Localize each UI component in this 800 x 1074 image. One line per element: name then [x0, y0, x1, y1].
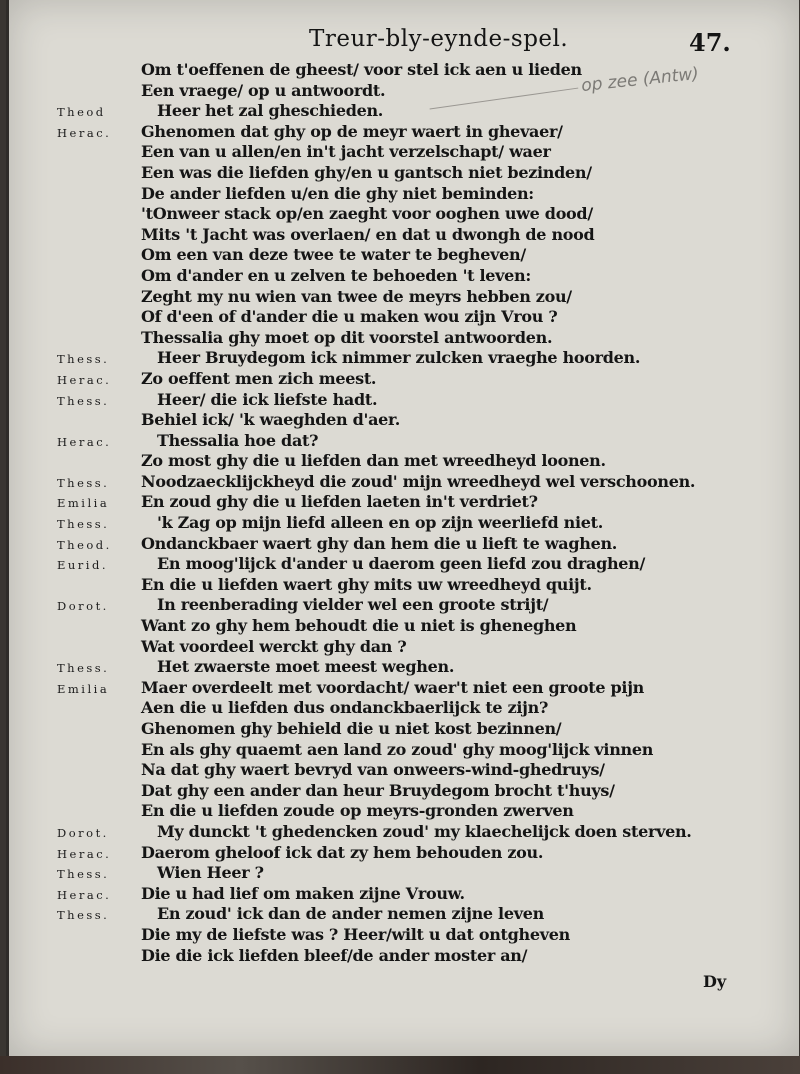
- verse-line: [9, 554, 799, 575]
- verse-text: Heer/ die ick liefste hadt.: [157, 389, 378, 409]
- verse-line: [9, 122, 799, 143]
- verse-text: Een vraege/ op u antwoordt.: [141, 80, 386, 100]
- verse-text: Het zwaerste moet meest weghen.: [157, 657, 455, 677]
- speaker-label: Thess.: [57, 661, 110, 676]
- verse-line: [9, 740, 799, 761]
- speaker-label: Thess.: [57, 393, 110, 408]
- verse-line: [9, 760, 799, 781]
- verse-line: [9, 904, 799, 925]
- verse-line: [9, 657, 799, 678]
- speaker-label: Thess.: [57, 517, 110, 532]
- book-edge: [0, 1056, 800, 1074]
- verse-text: De ander liefden u/en die ghy niet beminden:: [141, 183, 534, 203]
- verse-line: [9, 348, 799, 369]
- verse-line: [9, 369, 799, 390]
- verse-text: Zo oeffent men zich meest.: [141, 368, 377, 388]
- verse-line: [9, 60, 799, 81]
- verse-text: Een was die liefden ghy/en u gantsch niet bezinden/: [141, 162, 592, 182]
- verse-line: [9, 534, 799, 555]
- verse-text: Want zo ghy hem behoudt die u niet is gheneghen: [141, 616, 577, 636]
- verse-text: Een van u allen/en in't jacht verzelschapt/ waer: [141, 142, 551, 162]
- verse-line: [9, 142, 799, 163]
- verse-line: [9, 637, 799, 658]
- verse-text: Of d'een of d'ander die u maken wou zijn Vrou ?: [141, 307, 558, 327]
- verse-line: [9, 781, 799, 802]
- verse-text: Die my de liefste was ? Heer/wilt u dat ontgheven: [141, 924, 570, 944]
- verse-line: [9, 451, 799, 472]
- verse-text: Noodzaecklijckheyd die zoud' mijn wreedheyd wel verschoonen.: [141, 471, 696, 491]
- verse-line: [9, 513, 799, 534]
- speaker-label: Theod.: [57, 537, 112, 552]
- verse-text: Om t'oeffenen de gheest/ voor stel ick aen u lieden: [141, 60, 582, 79]
- verse-text: Om d'ander en u zelven te behoeden 't leven:: [141, 265, 531, 285]
- verse-line: [9, 884, 799, 905]
- verse-line: [9, 801, 799, 822]
- verse-line: [9, 822, 799, 843]
- verse-text: Ghenomen dat ghy op de meyr waert in ghevaer/: [141, 121, 563, 141]
- speaker-label: Eurid.: [57, 558, 108, 573]
- verse-line: [9, 472, 799, 493]
- handwritten-margin-note: op zee (Antw): [580, 63, 700, 97]
- speaker-label: Dorot.: [57, 599, 109, 614]
- verse-line: [9, 245, 799, 266]
- verse-line: [9, 81, 799, 102]
- verse-text: Daerom gheloof ick dat zy hem behouden zou.: [141, 842, 544, 862]
- speaker-label: Herac.: [57, 887, 112, 902]
- verse-text: Heer het zal gheschieden.: [157, 101, 384, 121]
- verse-lines: [9, 60, 799, 966]
- speaker-label: Thess.: [57, 352, 110, 367]
- verse-line: [9, 678, 799, 699]
- verse-line: [9, 266, 799, 287]
- running-head: Treur-bly-eynde-spel.: [309, 26, 569, 52]
- verse-text: Die u had lief om maken zijne Vrouw.: [141, 883, 465, 903]
- verse-line: [9, 307, 799, 328]
- speaker-label: Emilia: [57, 681, 110, 696]
- verse-text: 'tOnweer stack op/en zaeght voor ooghen uwe dood/: [141, 204, 593, 224]
- verse-line: [9, 101, 799, 122]
- verse-text: Maer overdeelt met voordacht/ waer't niet een groote pijn: [141, 677, 645, 697]
- verse-text: Dat ghy een ander dan heur Bruydegom brocht t'huys/: [141, 780, 615, 800]
- verse-text: Aen die u liefden dus ondanckbaerlijck te zijn?: [141, 698, 549, 718]
- page-number: 47.: [689, 28, 731, 57]
- speaker-label: Thess.: [57, 867, 110, 882]
- speaker-label: Thess.: [57, 908, 110, 923]
- verse-line: [9, 698, 799, 719]
- verse-text: En zoud' ick dan de ander nemen zijne leven: [157, 904, 544, 924]
- verse-line: [9, 225, 799, 246]
- verse-text: Zeght my nu wien van twee de meyrs hebben zou/: [141, 286, 572, 306]
- speaker-label: Herac.: [57, 372, 112, 387]
- speaker-label: Herac.: [57, 846, 112, 861]
- speaker-label: Emilia: [57, 496, 110, 511]
- verse-line: [9, 719, 799, 740]
- verse-line: [9, 616, 799, 637]
- verse-line: [9, 204, 799, 225]
- verse-line: [9, 863, 799, 884]
- speaker-label: Dorot.: [57, 825, 109, 840]
- speaker-label: Theod: [57, 105, 106, 120]
- verse-text: Die die ick liefden bleef/de ander moster an/: [141, 945, 528, 965]
- verse-text: Na dat ghy waert bevryd van onweers-wind-ghedruys/: [141, 760, 605, 780]
- verse-text: Thessalia hoe dat?: [157, 430, 319, 450]
- verse-line: [9, 843, 799, 864]
- verse-text: Om een van deze twee te water te begheven/: [141, 245, 526, 265]
- verse-text: En die u liefden waert ghy mits uw wreedheyd quijt.: [141, 574, 592, 594]
- verse-text: En moog'lijck d'ander u daerom geen liefd zou draghen/: [157, 554, 646, 574]
- verse-line: [9, 163, 799, 184]
- book-page: [6, 0, 799, 1056]
- speaker-label: Herac.: [57, 125, 112, 140]
- verse-line: [9, 946, 799, 967]
- verse-line: [9, 410, 799, 431]
- verse-text: Wat voordeel werckt ghy dan ?: [141, 636, 407, 656]
- verse-text: En als ghy quaemt aen land zo zoud' ghy moog'lijck vinnen: [141, 739, 654, 759]
- verse-text: Wien Heer ?: [157, 863, 264, 883]
- verse-line: [9, 287, 799, 308]
- speaker-label: Thess.: [57, 475, 110, 490]
- verse-text: Ondanckbaer waert ghy dan hem die u lieft te waghen.: [141, 533, 618, 553]
- verse-text: Zo most ghy die u liefden dan met wreedheyd loonen.: [141, 451, 606, 471]
- verse-text: In reenberading vielder wel een groote strijt/: [157, 595, 549, 615]
- verse-text: Ghenomen ghy behield die u niet kost bezinnen/: [141, 719, 562, 738]
- page-header: [9, 22, 799, 58]
- verse-line: [9, 328, 799, 349]
- verse-line: [9, 184, 799, 205]
- catchword: Dy: [703, 972, 727, 991]
- verse-line: [9, 431, 799, 452]
- verse-line: [9, 925, 799, 946]
- verse-text: Heer Bruydegom ick nimmer zulcken vraeghe hoorden.: [157, 348, 641, 368]
- verse-line: [9, 492, 799, 513]
- verse-line: [9, 390, 799, 411]
- verse-text: En zoud ghy die u liefden laeten in't verdriet?: [141, 492, 538, 512]
- verse-line: [9, 575, 799, 596]
- speaker-label: Herac.: [57, 434, 112, 449]
- verse-text: En die u liefden zoude op meyrs-gronden zwerven: [141, 801, 574, 821]
- verse-text: Behiel ick/ 'k waeghden d'aer.: [141, 410, 400, 430]
- verse-text: 'k Zag op mijn liefd alleen en op zijn weerliefd niet.: [157, 513, 604, 533]
- verse-text: My dunckt 't ghedencken zoud' my klaechelijck doen sterven.: [157, 821, 692, 841]
- verse-line: [9, 595, 799, 616]
- verse-text: Mits 't Jacht was overlaen/ en dat u dwongh de nood: [141, 224, 595, 244]
- verse-text: Thessalia ghy moet op dit voorstel antwoorden.: [141, 327, 553, 347]
